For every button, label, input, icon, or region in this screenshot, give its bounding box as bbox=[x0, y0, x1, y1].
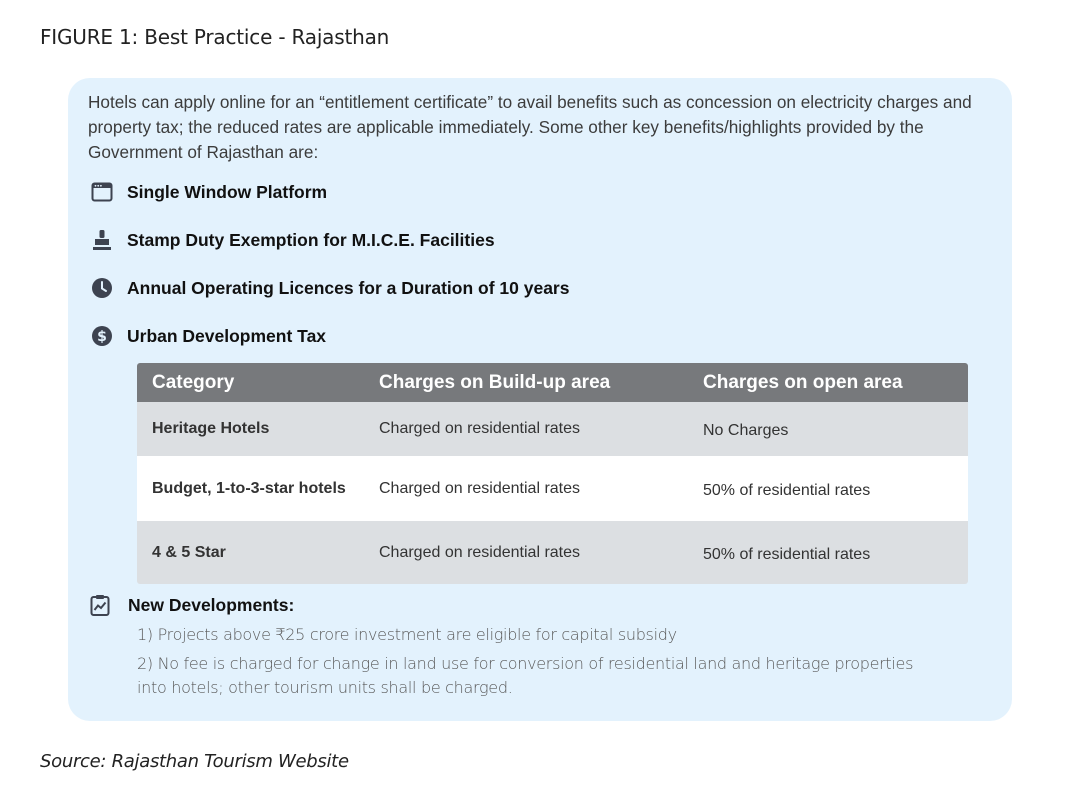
table-cell: 4 & 5 Star bbox=[137, 521, 364, 584]
table-row bbox=[137, 521, 968, 584]
stamp-icon bbox=[88, 226, 116, 254]
table-cell: No Charges bbox=[688, 402, 968, 456]
highlight-label: Annual Operating Licences for a Duration of 10 years bbox=[127, 277, 570, 298]
svg-text:$: $ bbox=[97, 329, 107, 345]
clock-icon bbox=[88, 274, 116, 302]
table-cell: 50% of residential rates bbox=[688, 521, 968, 584]
new-developments-heading-row bbox=[88, 591, 294, 619]
table-cell: Heritage Hotels bbox=[137, 402, 364, 456]
table-cell: 50% of residential rates bbox=[688, 456, 968, 521]
development-item: 1) Projects above ₹25 crore investment are eligible for capital subsidy bbox=[137, 625, 677, 644]
figure-title: FIGURE 1: Best Practice - Rajasthan bbox=[40, 25, 390, 49]
table-row bbox=[137, 456, 968, 521]
column-header: Charges on open area bbox=[688, 363, 968, 402]
intro-text: Hotels can apply online for an “entitlement certificate” to avail benefits such as concession on electricity charges and property tax; the reduced rates are applicable immediately. Some other key benefits/highlights provided by the Government of Rajasthan are: bbox=[88, 92, 972, 162]
table-cell: Charged on residential rates bbox=[364, 402, 688, 456]
development-item: 2) No fee is charged for change in land use for conversion of residential land and heritage properties into hotels; other tourism units shall be charged. bbox=[137, 654, 914, 697]
highlight-licences bbox=[88, 274, 569, 302]
column-header: Charges on Build-up area bbox=[364, 363, 688, 402]
table-header-row bbox=[137, 363, 968, 402]
new-developments-heading: New Developments: bbox=[128, 594, 295, 615]
column-header: Category bbox=[137, 363, 364, 402]
source-note: Source: Rajasthan Tourism Website bbox=[40, 751, 349, 772]
clipboard-chart-icon bbox=[90, 591, 118, 619]
highlight-stamp-duty bbox=[88, 226, 495, 254]
highlight-label: Stamp Duty Exemption for M.I.C.E. Facilities bbox=[127, 229, 495, 250]
urban-development-tax-table bbox=[137, 363, 968, 584]
highlight-label: Urban Development Tax bbox=[127, 325, 327, 346]
table-cell: Charged on residential rates bbox=[364, 521, 688, 584]
browser-window-icon bbox=[88, 178, 116, 206]
best-practice-card bbox=[68, 78, 1012, 721]
highlight-urban-development-tax bbox=[88, 322, 326, 350]
highlight-label: Single Window Platform bbox=[127, 181, 328, 202]
highlight-single-window bbox=[88, 178, 327, 206]
table-row bbox=[137, 402, 968, 456]
table-cell: Budget, 1-to-3-star hotels bbox=[137, 456, 364, 521]
table-cell: Charged on residential rates bbox=[364, 456, 688, 521]
dollar-circle-icon bbox=[88, 322, 116, 350]
